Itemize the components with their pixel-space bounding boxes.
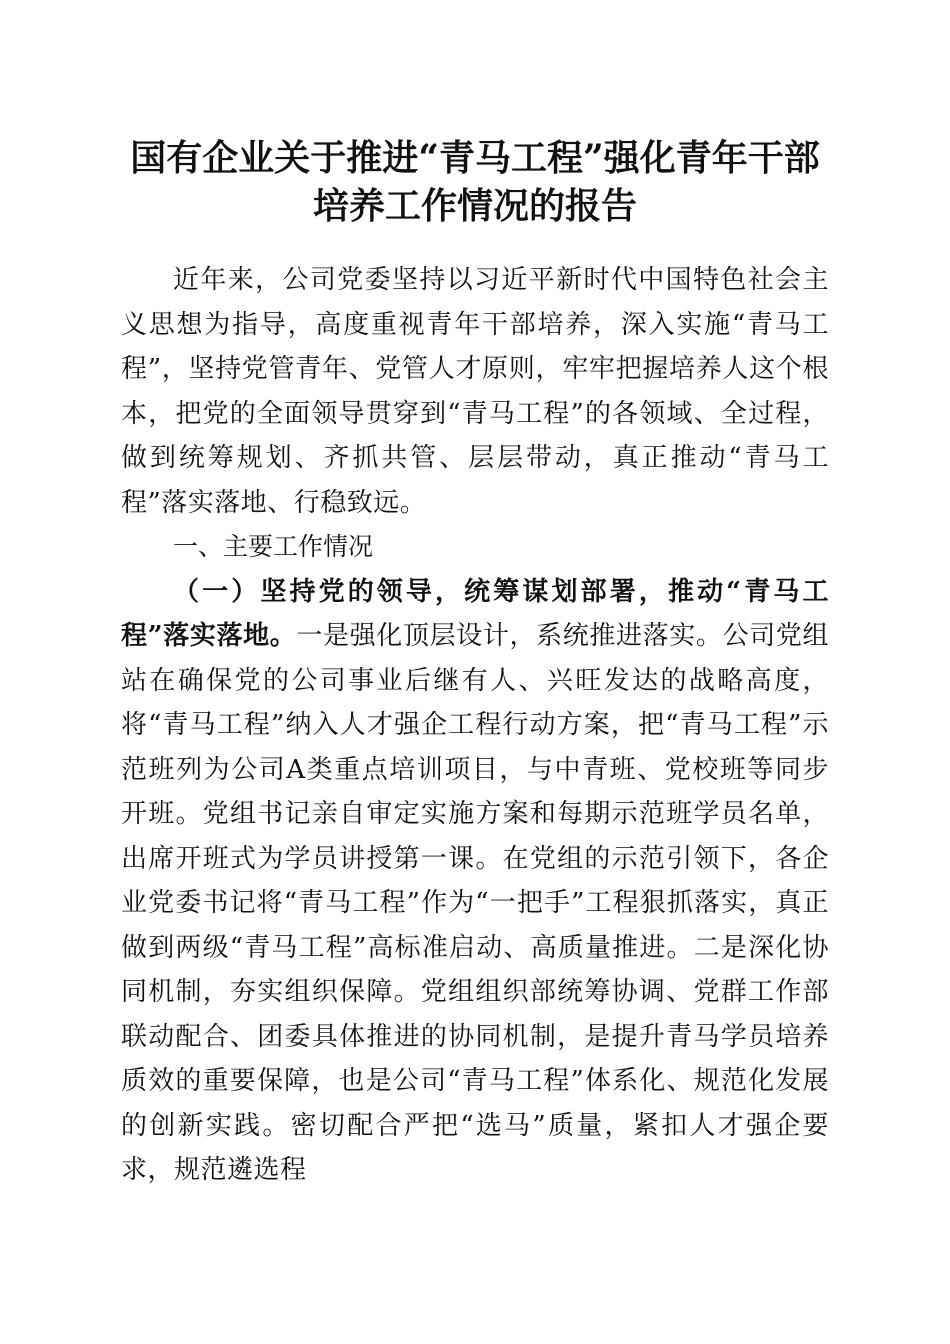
document-body — [121, 258, 829, 1193]
subsection-body: 一是强化顶层设计，系统推进落实。公司党组站在确保党的公司事业后继有人、兴旺发达的战略高度，将“青马工程”纳入人才强企工程行动方案，把“青马工程”示范班列为公司A类重点培训项目，与中青班、党校班等同步开班。党组书记亲自审定实施方案和每期示范班学员名单，出席开班式为学员讲授第一课。在党组的示范引领下，各企业党委书记将“青马工程”作为“一把手”工程狠抓落实，真正做到两级“青马工程”高标准启动、高质量推进。二是深化协同机制，夯实组织保障。党组组织部统筹协调、党群工作部联动配合、团委具体推进的协同机制，是提升青马学员培养质效的重要保障，也是公司“青马工程”体系化、规范化发展的创新实践。密切配合严把“选马”质量，紧扣人才强企要求，规范遴选程 — [121, 621, 829, 1185]
subsection-lead: （一）坚持党的领导，统筹谋划部署，推动“青马工程”落实落地。 — [121, 576, 829, 651]
title-line-1: 国有企业关于推进“青马工程”强化青年干部 — [130, 137, 820, 179]
section-heading: 一、主要工作情况 — [173, 532, 374, 561]
document-title — [0, 134, 950, 230]
title-line-2: 培养工作情况的报告 — [312, 185, 637, 227]
section-paragraph — [121, 570, 829, 1193]
intro-paragraph: 近年来，公司党委坚持以习近平新时代中国特色社会主义思想为指导，高度重视青年干部培养，深入实施“青马工程”，坚持党管青年、党管人才原则，牢牢把握培养人这个根本，把党的全面领导贯穿到“青马工程”的各领域、全过程，做到统筹规划、齐抓共管、层层带动，真正推动“青马工程”落实落地、行稳致远。 — [121, 265, 829, 518]
